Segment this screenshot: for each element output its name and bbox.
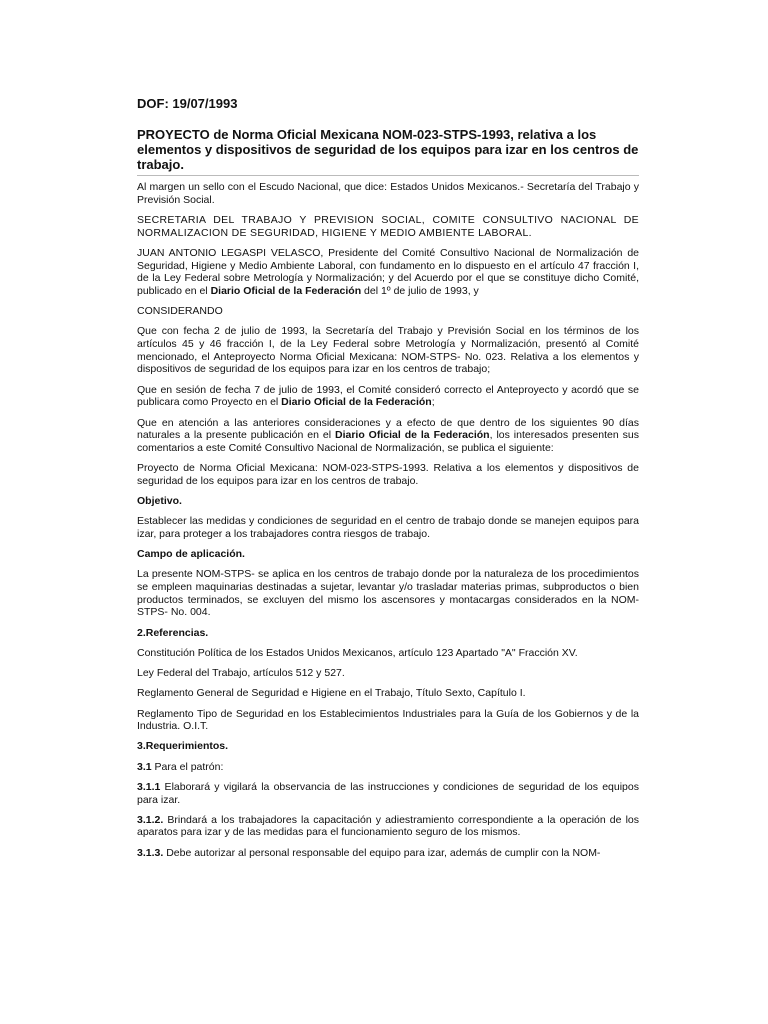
diario-oficial-ref: Diario Oficial de la Federación [210,284,362,297]
requirement-3-1-3: 3.1.3. Debe autorizar al personal responsable del equipo para izar, además de cumplir con la NOM- [137,846,601,859]
paragraph-fecha-2-julio: Que con fecha 2 de julio de 1993, la Secretaría del Trabajo y Previsión Social en los términos de los artículos 45 y 46 fracción I, de la Ley Federal sobre Metrología y Normalización, presentó al Comité mencionado, el Anteproyecto Norma Oficial Mexicana: NOM-STPS- No. 023. Relativa a los elementos y dispositivos de seguridad de los equipos para izar en los centros de trabajo; [137,325,639,376]
paragraph-campo-aplicacion: La presente NOM-STPS- se aplica en los centros de trabajo donde por la naturaleza de los procedimientos se empleen maquinarias destinadas a sujetar, levantar y/o trasladar materias primas, subproductos o bien productos terminados, se excluyen del mismo los ascensores y montacargas considerados en la NOM-STPS- No. 004. [137,568,639,619]
paragraph-secretaria: SECRETARIA DEL TRABAJO Y PREVISION SOCIAL, COMITE CONSULTIVO NACIONAL DE NORMALIZACION DE SEGURIDAD, HIGIENE Y MEDIO AMBIENTE LABORAL. [137,213,639,239]
diario-oficial-ref: Diario Oficial de la Federación [334,429,490,442]
paragraph-90-dias: Que en atención a las anteriores consideraciones y a efecto de que dentro de los siguientes 90 días naturales a la presente publicación en el Diario Oficial de la Federación, los interesados presenten sus comentarios a este Comité Consultivo Nacional de Normalización, se publica el siguiente: [137,416,639,454]
paragraph-sesion-7-julio: Que en sesión de fecha 7 de julio de 1993, el Comité consideró correcto el Anteproyecto y acordó que se publicara como Proyecto en el Diario Oficial de la Federación; [137,383,639,409]
document-page [137,96,639,867]
publication-date: DOF: 19/07/1993 [137,96,238,111]
paragraph-considerando: CONSIDERANDO [137,305,223,318]
heading-referencias: 2.Referencias. [137,626,209,639]
document-title: PROYECTO de Norma Oficial Mexicana NOM-023-STPS-1993, relativa a los elementos y dispositivos de seguridad de los equipos para izar en los centros de trabajo. [137,127,639,176]
paragraph-constitucion: Constitución Política de los Estados Unidos Mexicanos, artículo 123 Apartado "A" Fracción XV. [137,646,578,659]
paragraph-seal: Al margen un sello con el Escudo Nacional, que dice: Estados Unidos Mexicanos.- Secretaría del Trabajo y Previsión Social. [137,181,639,206]
heading-objetivo: Objetivo. [137,495,182,508]
paragraph-reglamento-tipo: Reglamento Tipo de Seguridad en los Establecimientos Industriales para la Guía de los Gobiernos y de la Industria. O.I.T. [137,707,639,733]
paragraph-objetivo: Establecer las medidas y condiciones de seguridad en el centro de trabajo donde se manejen equipos para izar, para proteger a los trabajadores contra riesgos de trabajo. [137,515,639,540]
requirement-3-1-2: 3.1.2. Brindará a los trabajadores la capacitación y adiestramiento correspondiente a la operación de los aparatos para izar y de las medidas para el funcionamiento seguro de los mismos. [137,813,639,839]
paragraph-ley-federal: Ley Federal del Trabajo, artículos 512 y 527. [137,667,345,680]
paragraph-proyecto: Proyecto de Norma Oficial Mexicana: NOM-023-STPS-1993. Relativa a los elementos y dispositivos de seguridad de los equipos para izar en los centros de trabajo. [137,462,639,487]
heading-campo-aplicacion: Campo de aplicación. [137,548,245,561]
document-body [137,181,639,859]
paragraph-reglamento-general: Reglamento General de Seguridad e Higiene en el Trabajo, Título Sexto, Capítulo I. [137,687,526,700]
diario-oficial-ref: Diario Oficial de la Federación [281,396,432,409]
requirement-3-1-1: 3.1.1 Elaborará y vigilará la observancia de las instrucciones y condiciones de seguridad de los equipos para izar. [137,780,639,806]
requirement-3-1: 3.1 Para el patrón: [137,760,224,773]
heading-requerimientos: 3.Requerimientos. [137,740,229,753]
paragraph-presidente: JUAN ANTONIO LEGASPI VELASCO, Presidente del Comité Consultivo Nacional de Normalización de Seguridad, Higiene y Medio Ambiente Laboral, con fundamento en lo dispuesto en el artículo 47 fracción I, de la Ley Federal sobre Metrología y Normalización; y del Acuerdo por el que se constituye dicho Comité, publicado en el Diario Oficial de la Federación del 1º de julio de 1993, y [137,246,639,297]
